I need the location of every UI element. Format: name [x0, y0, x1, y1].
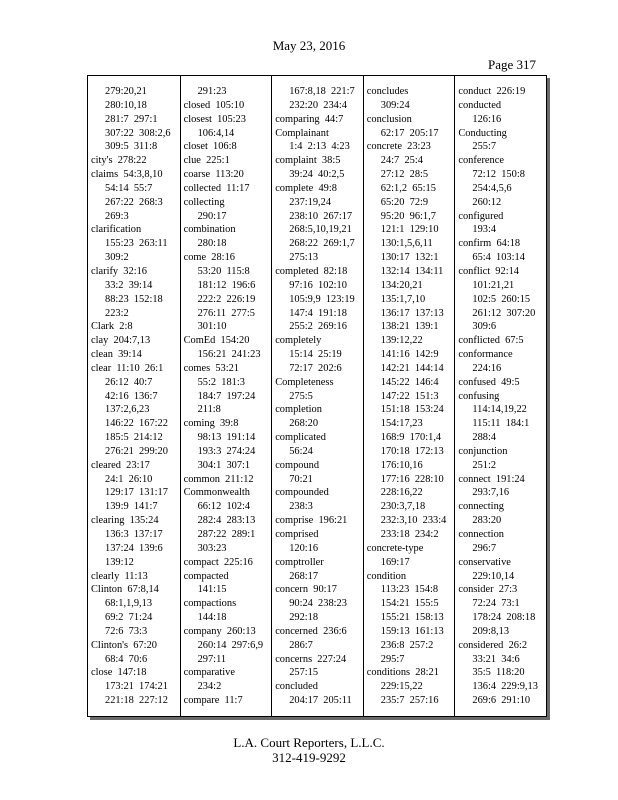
index-page-refs: 139:12,22 — [380, 335, 423, 347]
index-entry: concrete-type — [366, 542, 424, 554]
index-page-refs: 209:8,13 — [472, 625, 510, 637]
index-entry: clean 39:14 — [91, 349, 142, 361]
index-page-refs: 154:21 155:5 — [380, 598, 439, 610]
index-page-refs: 307:22 308:2,6 — [105, 127, 171, 139]
index-page-refs: 236:8 257:2 — [380, 639, 434, 651]
index-page-refs: 234:2 — [197, 681, 222, 693]
index-page-refs: 283:20 — [472, 515, 502, 527]
index-entry: connecting — [458, 501, 504, 513]
index-page-refs: 221:18 227:12 — [105, 695, 168, 707]
index-entry: conflict 92:14 — [458, 265, 519, 277]
index-column-2 — [180, 76, 272, 716]
index-entry: conservative — [458, 556, 511, 568]
index-entry: come 28:16 — [183, 252, 235, 264]
index-page-refs: 33:21 34:6 — [472, 653, 520, 665]
index-entry: confused 49:5 — [458, 376, 520, 388]
index-page-refs: 62:1,2 65:15 — [380, 182, 436, 194]
index-page-refs: 176:10,16 — [380, 459, 423, 471]
index-page-refs: 280:10,18 — [105, 99, 147, 111]
index-page-refs: 101:21,21 — [472, 279, 515, 291]
index-page-refs: 268:20 — [289, 418, 319, 430]
index-page-refs: 232:3,10 233:4 — [380, 515, 447, 527]
index-entry: ComEd 154:20 — [183, 335, 250, 347]
index-page-refs: 68:4 70:6 — [105, 653, 148, 665]
index-page-refs: 181:12 196:6 — [197, 279, 256, 291]
index-page-refs: 72:24 73:1 — [472, 598, 520, 610]
index-page-refs: 235:7 257:16 — [380, 695, 439, 707]
index-page-refs: 62:17 205:17 — [380, 127, 439, 139]
index-entry: clearing 135:24 — [91, 515, 159, 527]
index-page-refs: 304:1 307:1 — [197, 459, 251, 471]
index-page-refs: 287:22 289:1 — [197, 529, 256, 540]
index-entry: configured — [458, 210, 504, 222]
index-entry: conditions 28:21 — [366, 667, 439, 679]
index-page-refs: 275:5 — [289, 390, 313, 402]
index-page-refs: 168:9 170:1,4 — [380, 432, 442, 444]
footer-company: L.A. Court Reporters, L.L.C. — [233, 735, 385, 750]
index-page-refs: 142:21 144:14 — [380, 362, 444, 374]
index-page-refs: 139:9 141:7 — [105, 501, 158, 513]
transcript-date: May 23, 2016 — [272, 38, 346, 53]
index-page-refs: 139:12 — [105, 556, 134, 568]
index-entry: clear 11:10 26:1 — [91, 362, 164, 374]
index-entry: collecting — [183, 196, 225, 208]
index-page-refs: 229:15,22 — [380, 681, 423, 693]
index-page-refs: 178:24 208:18 — [472, 612, 536, 624]
index-page-refs: 141:15 — [197, 584, 227, 596]
index-page-refs: 137:24 139:6 — [105, 542, 163, 554]
index-page-refs: 290:17 — [197, 210, 227, 222]
index-entry: concrete 23:23 — [366, 141, 431, 153]
index-page-refs: 309:5 311:8 — [105, 141, 158, 153]
index-entry: coarse 113:20 — [183, 169, 244, 181]
index-page-refs: 1:4 2:13 4:23 — [289, 141, 350, 153]
index-page-refs: 237:19,24 — [289, 196, 332, 208]
index-page-refs: 269:6 291:10 — [472, 695, 531, 707]
index-page-refs: 90:24 238:23 — [289, 598, 347, 610]
index-page-refs: 56:24 — [289, 445, 313, 457]
index-page-refs: 70:21 — [289, 473, 313, 485]
index-page-refs: 24:1 26:10 — [105, 473, 153, 485]
index-entry: consider 27:3 — [458, 584, 518, 596]
index-page-refs: 69:2 71:24 — [105, 612, 153, 624]
index-entry: Clark 2:8 — [91, 321, 133, 333]
index-page-refs: 42:16 136:7 — [105, 390, 158, 402]
index-page-refs: 106:4,14 — [197, 127, 235, 139]
index-page-refs: 295:7 — [380, 653, 405, 665]
index-page-refs: 309:6 — [472, 321, 497, 333]
index-entry: compound — [275, 459, 320, 471]
page-number: Page 317 — [487, 57, 536, 72]
index-page-refs: 135:1,7,10 — [380, 293, 426, 305]
index-entry: completed 82:18 — [275, 265, 348, 277]
index-page-refs: 24:7 25:4 — [380, 155, 423, 167]
index-page-refs: 68:1,1,9,13 — [105, 598, 153, 610]
index-page-refs: 121:1 129:10 — [380, 224, 439, 236]
index-page-refs: 232:20 234:4 — [289, 99, 347, 111]
index-page-refs: 27:12 28:5 — [380, 169, 429, 181]
index-page-refs: 72:17 202:6 — [289, 362, 342, 374]
index-entry: connect 191:24 — [458, 473, 525, 485]
index-entry: concludes — [366, 86, 409, 97]
index-entry: Conducting — [458, 127, 507, 139]
index-page-refs: 279:20,21 — [105, 86, 147, 97]
index-page-refs: 228:16,22 — [380, 487, 423, 499]
index-entry: concern 90:17 — [275, 584, 337, 596]
index-page-refs: 156:21 241:23 — [197, 349, 261, 361]
index-page-refs: 167:8,18 221:7 — [289, 86, 355, 97]
index-entry: closest 105:23 — [183, 113, 246, 125]
index-entry: common 211:12 — [183, 473, 254, 485]
footer-phone: 312-419-9292 — [272, 750, 346, 765]
index-entry: Complainant — [275, 127, 329, 139]
index-entry: comptroller — [275, 556, 324, 568]
index-page-refs: 159:13 161:13 — [380, 625, 444, 637]
index-page-refs: 185:5 214:12 — [105, 432, 163, 444]
index-column-1 — [88, 76, 180, 716]
index-page-refs: 275:13 — [289, 252, 319, 264]
index-entry: conjunction — [458, 445, 508, 457]
index-page-refs: 144:18 — [197, 612, 227, 624]
index-page-refs: 136:3 137:17 — [105, 529, 163, 540]
index-page-refs: 268:17 — [289, 570, 319, 582]
index-page-refs: 269:3 — [105, 210, 129, 222]
index-entry: clarification — [91, 224, 142, 236]
index-entry: closet 106:8 — [183, 141, 237, 153]
index-entry: clarify 32:16 — [91, 265, 147, 277]
index-entry: complete 49:8 — [275, 182, 337, 194]
index-page-refs: 177:16 228:10 — [380, 473, 444, 485]
index-page-refs: 114:14,19,22 — [472, 404, 527, 416]
index-entry: confirm 64:18 — [458, 238, 521, 250]
index-page-refs: 154:17,23 — [380, 418, 423, 430]
index-page-refs: 193:3 274:24 — [197, 445, 256, 457]
index-page-refs: 276:21 299:20 — [105, 445, 168, 457]
index-page-refs: 105:9,9 123:19 — [289, 293, 355, 305]
index-page-refs: 288:4 — [472, 432, 497, 444]
index-page-refs: 223:2 — [105, 307, 129, 319]
index-page-refs: 129:17 131:17 — [105, 487, 168, 499]
index-page-refs: 193:4 — [472, 224, 497, 236]
index-page-refs: 291:23 — [197, 86, 227, 97]
index-page-refs: 173:21 174:21 — [105, 681, 168, 693]
index-entry: connection — [458, 529, 504, 540]
index-page-refs: 238:10 267:17 — [289, 210, 353, 222]
index-page-refs: 141:16 142:9 — [380, 349, 439, 361]
index-page-refs: 65:4 103:14 — [472, 252, 525, 264]
index-page-refs: 132:14 134:11 — [380, 265, 444, 277]
index-entry: coming 39:8 — [183, 418, 239, 430]
index-page-refs: 276:11 277:5 — [197, 307, 255, 319]
index-entry: compare 11:7 — [183, 695, 243, 707]
index-page-refs: 155:21 158:13 — [380, 612, 444, 624]
index-entry: clue 225:1 — [183, 155, 230, 167]
index-page-refs: 281:7 297:1 — [105, 113, 158, 125]
index-page-refs: 134:20,21 — [380, 279, 423, 291]
index-page-refs: 170:18 172:13 — [380, 445, 444, 457]
index-page-refs: 151:18 153:24 — [380, 404, 444, 416]
index-page-refs: 257:15 — [289, 667, 319, 679]
index-page-refs: 130:1,5,6,11 — [380, 238, 433, 250]
index-page-refs: 26:12 40:7 — [105, 376, 153, 388]
index-page-refs: 113:23 154:8 — [380, 584, 439, 596]
index-column-4 — [363, 76, 455, 716]
index-page-refs: 309:2 — [105, 252, 129, 264]
index-page-refs: 303:23 — [197, 542, 227, 554]
index-page-refs: 35:5 118:20 — [472, 667, 525, 679]
index-page-refs: 72:6 73:3 — [105, 625, 148, 637]
index-page-refs: 39:24 40:2,5 — [289, 169, 345, 181]
index-entry: conformance — [458, 349, 513, 361]
index-page-refs: 184:7 197:24 — [197, 390, 256, 402]
index-page-refs: 138:21 139:1 — [380, 321, 439, 333]
index-page-refs: 54:14 55:7 — [105, 182, 153, 194]
index-entry: conduct 226:19 — [458, 86, 526, 97]
index-entry: comes 53:21 — [183, 362, 240, 374]
index-entry: concerns 227:24 — [275, 653, 347, 665]
index-page-refs: 268:5,10,19,21 — [289, 224, 352, 236]
index-page-refs: 293:7,16 — [472, 487, 510, 499]
index-page-refs: 233:18 234:2 — [380, 529, 439, 540]
index-entry: conclusion — [366, 113, 412, 125]
index-entry: collected 11:17 — [183, 182, 250, 194]
index-entry: claims 54:3,8,10 — [91, 169, 163, 181]
index-entry: cleared 23:17 — [91, 459, 150, 471]
index-page-refs: 146:22 167:22 — [105, 418, 168, 430]
index-page-refs: 297:11 — [197, 653, 227, 665]
index-entry: concluded — [275, 681, 318, 693]
index-page-refs: 204:17 205:11 — [289, 695, 352, 707]
index-entry: close 147:18 — [91, 667, 147, 679]
index-page-refs: 282:4 283:13 — [197, 515, 256, 527]
index-page-refs: 155:23 263:11 — [105, 238, 168, 250]
index-entry: closed 105:10 — [183, 99, 245, 111]
index-entry: Commonwealth — [183, 487, 250, 499]
index-entry: completely — [275, 335, 322, 347]
index-page-refs: 268:22 269:1,7 — [289, 238, 355, 250]
index-column-3 — [271, 76, 363, 716]
index-page-refs: 137:2,6,23 — [105, 404, 150, 416]
index-page-refs: 211:8 — [197, 404, 221, 416]
index-entry: Completeness — [275, 376, 334, 388]
index-entry: clearly 11:13 — [91, 570, 148, 582]
index-page-refs: 145:22 146:4 — [380, 376, 439, 388]
index-page-refs: 130:17 132:1 — [380, 252, 439, 264]
index-entry: comparative — [183, 667, 235, 679]
index-page-refs: 88:23 152:18 — [105, 293, 163, 305]
index-entry: concerned 236:6 — [275, 625, 347, 637]
index-page-refs: 15:14 25:19 — [289, 349, 342, 361]
index-entry: comparing 44:7 — [275, 113, 344, 125]
index-column-5 — [454, 76, 546, 716]
index-page-refs: 147:4 191:18 — [289, 307, 347, 319]
index-page-refs: 229:10,14 — [472, 570, 515, 582]
index-entry: conducted — [458, 99, 502, 111]
index-page-refs: 296:7 — [472, 542, 497, 554]
index-page-refs: 222:2 226:19 — [197, 293, 256, 305]
index-entry: complaint 38:5 — [275, 155, 341, 167]
index-page-refs: 66:12 102:4 — [197, 501, 251, 513]
index-entry: considered 26:2 — [458, 639, 528, 651]
index-entry: Clinton 67:8,14 — [91, 584, 159, 596]
index-page-refs: 267:22 268:3 — [105, 196, 163, 208]
index-page-refs: 98:13 191:14 — [197, 432, 256, 444]
index-page-refs: 95:20 96:1,7 — [380, 210, 436, 222]
index-page-refs: 102:5 260:15 — [472, 293, 531, 305]
index-page-refs: 120:16 — [289, 542, 319, 554]
index-page-refs: 97:16 102:10 — [289, 279, 347, 291]
index-page-refs: 309:24 — [380, 99, 410, 111]
index-page-refs: 260:14 297:6,9 — [197, 639, 264, 651]
index-entry: confusing — [458, 390, 500, 402]
index-page-refs: 301:10 — [197, 321, 227, 333]
index-page-refs: 286:7 — [289, 639, 313, 651]
index-entry: conflicted 67:5 — [458, 335, 524, 347]
index-page-refs: 224:16 — [472, 362, 502, 374]
index-entry: conference — [458, 155, 504, 167]
index-page-refs: 230:3,7,18 — [380, 501, 426, 513]
index-page-refs: 72:12 150:8 — [472, 169, 525, 181]
index-entry: compact 225:16 — [183, 556, 253, 568]
index-page-refs: 136:17 137:13 — [380, 307, 444, 319]
index-page-refs: 147:22 151:3 — [380, 390, 439, 402]
index-page-refs: 238:3 — [289, 501, 313, 513]
index-page-refs: 53:20 115:8 — [197, 265, 250, 277]
index-page-refs: 255:7 — [472, 141, 497, 153]
index-page-refs: 251:2 — [472, 459, 497, 471]
index-page-refs: 65:20 72:9 — [380, 196, 429, 208]
index-page-refs: 261:12 307:20 — [472, 307, 536, 319]
index-page-refs: 115:11 184:1 — [472, 418, 530, 430]
index-entry: compounded — [275, 487, 329, 499]
index-entry: compactions — [183, 598, 237, 610]
word-index-box — [87, 75, 547, 717]
index-page-refs: 136:4 229:9,13 — [472, 681, 538, 693]
index-entry: comprise 196:21 — [275, 515, 348, 527]
index-entry: complicated — [275, 432, 326, 444]
index-entry: comprised — [275, 529, 319, 540]
index-page-refs: 169:17 — [380, 556, 410, 568]
index-entry: company 260:13 — [183, 625, 256, 637]
index-page-refs: 260:12 — [472, 196, 502, 208]
index-page-refs: 254:4,5,6 — [472, 182, 512, 194]
index-entry: clay 204:7,13 — [91, 335, 151, 347]
index-page-refs: 255:2 269:16 — [289, 321, 347, 333]
index-entry: Clinton's 67:20 — [91, 639, 157, 651]
index-entry: compacted — [183, 570, 229, 582]
index-entry: completion — [275, 404, 322, 416]
index-entry: condition — [366, 570, 407, 582]
index-page-refs: 280:18 — [197, 238, 227, 250]
index-page-refs: 33:2 39:14 — [105, 279, 153, 291]
index-page-refs: 55:2 181:3 — [197, 376, 245, 388]
index-entry: city's 278:22 — [91, 155, 147, 167]
index-page-refs: 126:16 — [472, 113, 502, 125]
index-entry: combination — [183, 224, 236, 236]
index-page-refs: 292:18 — [289, 612, 319, 624]
